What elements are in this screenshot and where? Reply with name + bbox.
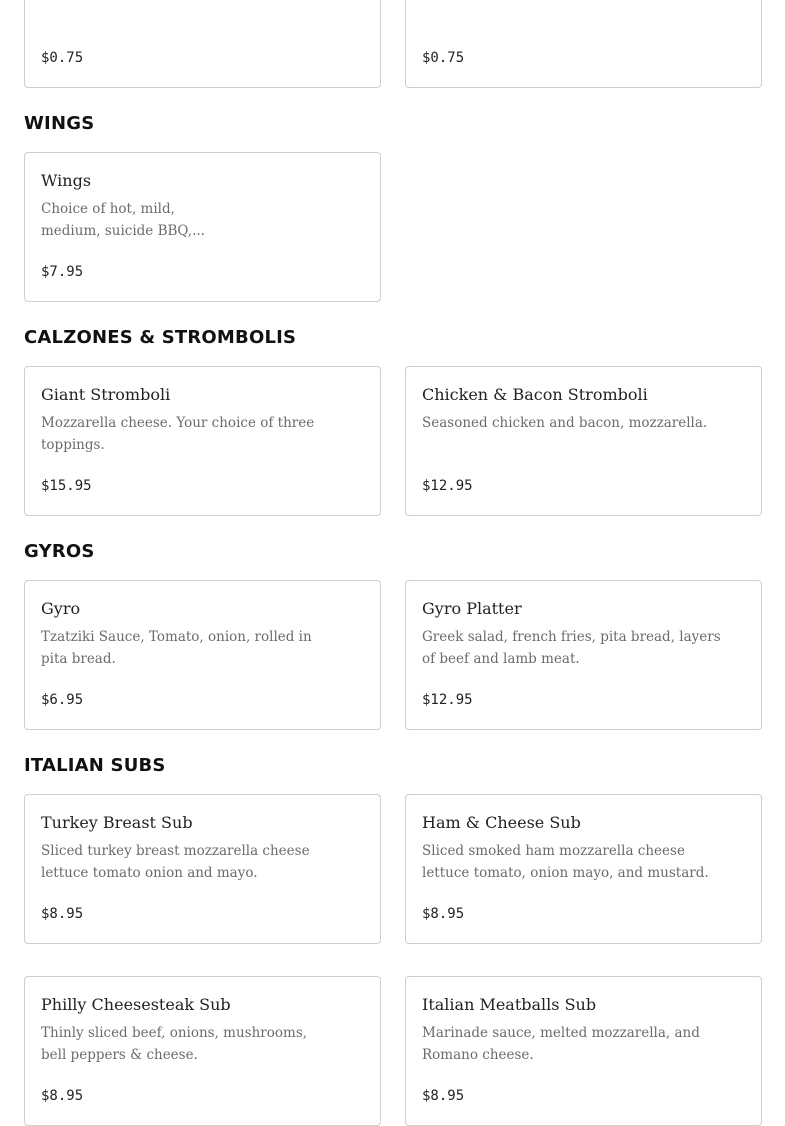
menu-item-description: Sliced turkey breast mozzarella cheese lettuce tomato onion and mayo. xyxy=(41,843,310,881)
menu-item-price: $8.95 xyxy=(422,1088,465,1104)
menu-item-card-giant-stromboli[interactable] xyxy=(24,366,381,516)
menu-item-price: $15.95 xyxy=(41,478,92,494)
section-title-italian-subs: ITALIAN SUBS xyxy=(24,755,166,776)
menu-item-price: $7.95 xyxy=(41,264,84,280)
menu-item-card-philly-cheesesteak-sub[interactable] xyxy=(24,976,381,1126)
menu-item-price: $12.95 xyxy=(422,478,473,494)
menu-item-name: Gyro xyxy=(41,599,81,618)
menu-item-description: Sliced smoked ham mozzarella cheese lettuce tomato, onion mayo, and mustard. xyxy=(422,843,709,881)
menu-item-name: Italian Meatballs Sub xyxy=(422,995,597,1014)
menu-item-card-chicken-bacon-stromboli[interactable] xyxy=(405,366,762,516)
section-title-calzones-strombolis: CALZONES & STROMBOLIS xyxy=(24,327,297,348)
menu-item-price: $0.75 xyxy=(41,50,84,66)
menu-item-name: Giant Stromboli xyxy=(41,385,171,404)
menu-item-name: Turkey Breast Sub xyxy=(41,813,193,832)
menu-item-card[interactable] xyxy=(24,0,381,88)
menu-item-name: Chicken & Bacon Stromboli xyxy=(422,385,648,404)
menu-item-card-gyro-platter[interactable] xyxy=(405,580,762,730)
menu-item-card-wings[interactable] xyxy=(24,152,381,302)
section-title-gyros: GYROS xyxy=(24,541,95,562)
menu-item-card-turkey-breast-sub[interactable] xyxy=(24,794,381,944)
menu-item-price: $8.95 xyxy=(422,906,465,922)
menu-item-price: $8.95 xyxy=(41,1088,84,1104)
menu-item-name: Gyro Platter xyxy=(422,599,522,618)
menu-item-card-ham-cheese-sub[interactable] xyxy=(405,794,762,944)
menu-item-description: Thinly sliced beef, onions, mushrooms, bell peppers & cheese. xyxy=(41,1025,308,1063)
menu-item-price: $12.95 xyxy=(422,692,473,708)
menu-item-price: $8.95 xyxy=(41,906,84,922)
menu-item-description: Tzatziki Sauce, Tomato, onion, rolled in pita bread. xyxy=(41,629,312,667)
menu-item-description: Marinade sauce, melted mozzarella, and Romano cheese. xyxy=(422,1025,700,1063)
menu-item-price: $6.95 xyxy=(41,692,84,708)
menu-item-description: Greek salad, french fries, pita bread, layers of beef and lamb meat. xyxy=(422,629,721,667)
menu-item-price: $0.75 xyxy=(422,50,465,66)
menu-item-description: Mozzarella cheese. Your choice of three toppings. xyxy=(41,415,315,453)
section-title-wings: WINGS xyxy=(24,113,95,134)
menu-item-name: Philly Cheesesteak Sub xyxy=(41,995,231,1014)
menu-item-card[interactable] xyxy=(405,0,762,88)
menu-item-card-italian-meatballs-sub[interactable] xyxy=(405,976,762,1126)
menu-item-name: Ham & Cheese Sub xyxy=(422,813,581,832)
menu-item-description: Choice of hot, mild, medium, suicide BBQ,... xyxy=(41,201,205,239)
menu-item-name: Wings xyxy=(41,171,92,190)
menu-item-card-gyro[interactable] xyxy=(24,580,381,730)
menu-item-description: Seasoned chicken and bacon, mozzarella. xyxy=(422,415,708,431)
